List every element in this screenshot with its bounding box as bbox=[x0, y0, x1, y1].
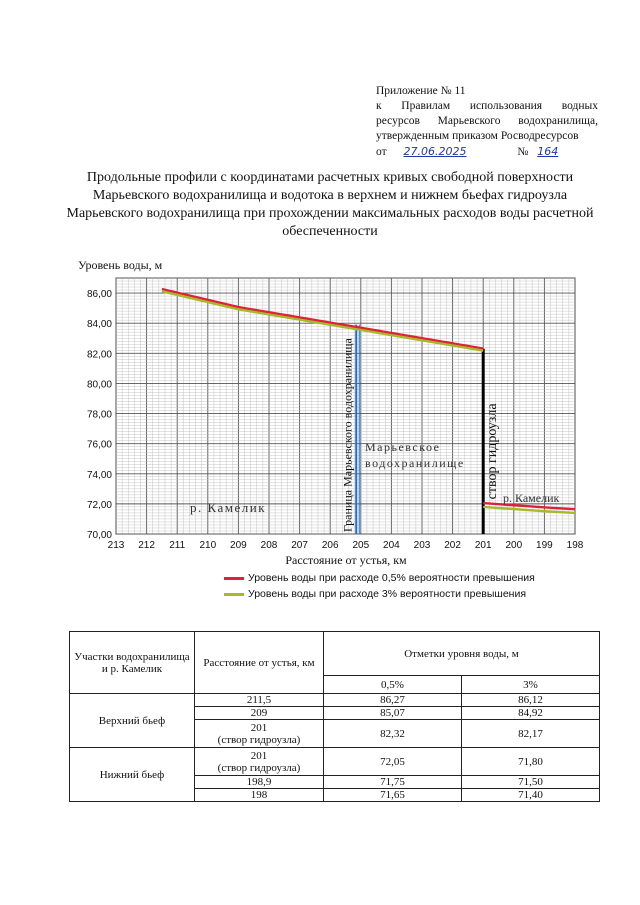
river-annotation-left: р. Камелик bbox=[190, 500, 267, 515]
cell-p3: 84,92 bbox=[462, 707, 600, 720]
levels-table bbox=[69, 631, 600, 802]
x-tick-label: 203 bbox=[413, 540, 431, 551]
appendix-line-2: к Правилам использования водных bbox=[376, 100, 598, 112]
legend-item-05 bbox=[224, 570, 535, 586]
cell-p05: 82,32 bbox=[324, 720, 462, 748]
appendix-number: Приложение № 11 bbox=[376, 85, 466, 97]
from-label: от bbox=[376, 146, 387, 158]
cell-p3: 71,50 bbox=[462, 776, 600, 789]
x-axis-label: Расстояние от устья, км bbox=[285, 553, 407, 567]
cell-p05: 72,05 bbox=[324, 748, 462, 776]
cell-km-note: (створ гидроузла) bbox=[217, 733, 301, 746]
x-tick-label: 213 bbox=[107, 540, 125, 551]
upstream-label: Верхний бьеф bbox=[70, 694, 195, 748]
x-tick-label: 202 bbox=[444, 540, 461, 551]
number-label: № bbox=[517, 146, 529, 158]
document-title: Продольные профили с координатами расчетных кривых свободной поверхности Марьевского водохранилища и водотока в верхнем и нижнем бьефах гидроузла Марьевского водохранилища при прохождении максимальных расходов воды расчетной обеспеченности bbox=[66, 170, 594, 239]
y-tick-label: 78,00 bbox=[86, 409, 112, 421]
handwritten-date: 27.06.2025 bbox=[403, 145, 467, 158]
x-tick-label: 199 bbox=[536, 540, 553, 551]
cell-km-value: 201 bbox=[250, 721, 268, 734]
cell-p3: 86,12 bbox=[462, 694, 600, 707]
x-tick-label: 208 bbox=[260, 540, 278, 551]
x-tick-label: 200 bbox=[505, 540, 523, 551]
cell-p05: 86,27 bbox=[324, 694, 462, 707]
legend-label-3: Уровень воды при расходе 3% вероятности превышения bbox=[248, 588, 527, 600]
header-distance: Расстояние от устья, км bbox=[195, 632, 324, 694]
legend-swatch-red bbox=[224, 577, 244, 580]
reservoir-annotation: водохранилище bbox=[365, 456, 465, 470]
x-tick-label: 205 bbox=[352, 540, 370, 551]
cell-km: 211,5 bbox=[195, 694, 324, 707]
legend-swatch-olive bbox=[224, 593, 244, 596]
dam-label: створ гидроузла bbox=[485, 403, 501, 500]
cell-p3: 71,80 bbox=[462, 748, 600, 776]
header-levels: Отметки уровня воды, м bbox=[324, 632, 600, 676]
y-tick-label: 82,00 bbox=[86, 349, 112, 361]
x-tick-label: 204 bbox=[383, 540, 400, 551]
cell-p3: 71,40 bbox=[462, 789, 600, 802]
y-tick-label: 76,00 bbox=[86, 439, 112, 451]
appendix-line-4: утвержденным приказом Росводресурсов bbox=[376, 130, 579, 142]
cell-p05: 71,75 bbox=[324, 776, 462, 789]
cell-p05: 85,07 bbox=[324, 707, 462, 720]
header-p05: 0,5% bbox=[324, 676, 462, 694]
y-tick-label: 70,00 bbox=[86, 530, 112, 541]
chart-legend bbox=[224, 570, 535, 602]
cell-km bbox=[195, 748, 324, 776]
x-tick-label: 210 bbox=[199, 540, 217, 551]
handwritten-number: 164 bbox=[537, 145, 559, 158]
x-tick-label: 201 bbox=[474, 540, 492, 551]
y-tick-label: 72,00 bbox=[86, 499, 112, 511]
cell-km: 198,9 bbox=[195, 776, 324, 789]
y-tick-label: 80,00 bbox=[86, 379, 112, 391]
x-tick-label: 198 bbox=[566, 540, 584, 551]
cell-p05: 71,65 bbox=[324, 789, 462, 802]
legend-label-05: Уровень воды при расходе 0,5% вероятности превышения bbox=[248, 572, 535, 584]
appendix-line-3: ресурсов Марьевского водохранилища, bbox=[376, 115, 598, 127]
cell-km: 209 bbox=[195, 707, 324, 720]
cell-p3: 82,17 bbox=[462, 720, 600, 748]
x-tick-label: 209 bbox=[230, 540, 247, 551]
river-annotation-right: р. Камелик bbox=[503, 491, 560, 505]
x-tick-label: 212 bbox=[138, 540, 155, 551]
x-tick-label: 206 bbox=[321, 540, 339, 551]
legend-item-3 bbox=[224, 586, 535, 602]
downstream-label: Нижний бьеф bbox=[70, 748, 195, 802]
cell-km: 198 bbox=[195, 789, 324, 802]
cell-km-value: 201 bbox=[250, 749, 268, 762]
y-tick-label: 86,00 bbox=[86, 289, 112, 301]
cell-km-note: (створ гидроузла) bbox=[217, 761, 301, 774]
reservoir-annotation: Марьевское bbox=[365, 440, 441, 454]
y-tick-label: 84,00 bbox=[86, 319, 112, 331]
x-tick-label: 211 bbox=[169, 540, 186, 551]
table-row bbox=[70, 694, 600, 707]
y-axis-label: Уровень воды, м bbox=[78, 258, 163, 272]
boundary-label: Граница Марьевского водохранилища bbox=[340, 338, 355, 532]
header-p3: 3% bbox=[462, 676, 600, 694]
table-row bbox=[70, 748, 600, 776]
y-tick-label: 74,00 bbox=[86, 469, 112, 481]
x-tick-label: 207 bbox=[291, 540, 308, 551]
cell-km bbox=[195, 720, 324, 748]
header-sections: Участки водохранилища и р. Камелик bbox=[70, 632, 195, 694]
